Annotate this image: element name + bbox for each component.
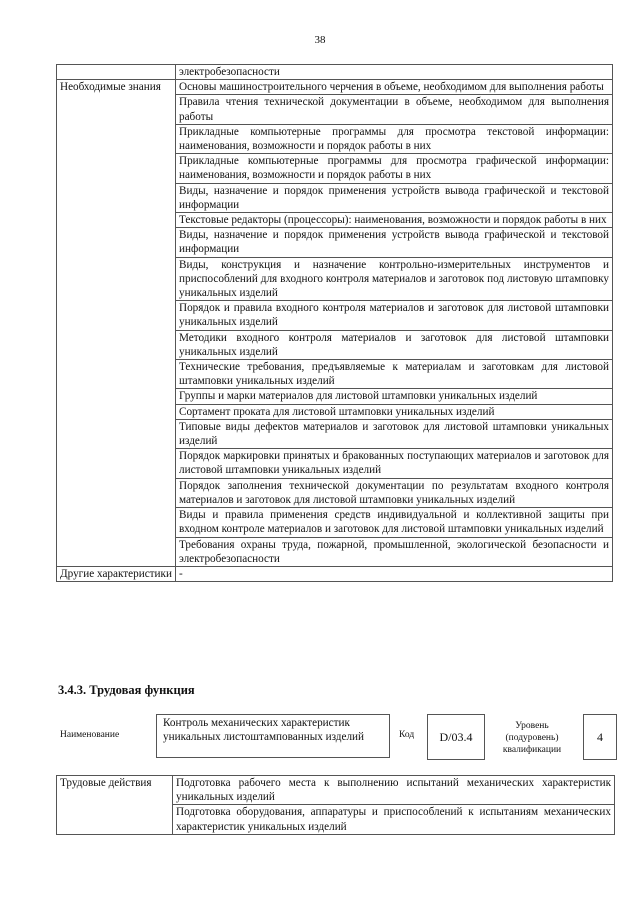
knowledge-item: Виды и правила применения средств индивидуальной и коллективной защиты при входном контроле материалов и заготовок для листовой штамповки уникальных изделий	[176, 508, 613, 537]
other-value-cell: -	[176, 566, 613, 581]
section-title: 3.4.3. Трудовая функция	[58, 683, 195, 697]
knowledge-item: Виды, назначение и порядок применения устройств вывода графической и текстовой информации	[176, 228, 613, 257]
knowledge-item: Основы машиностроительного черчения в объеме, необходимом для выполнения работы	[176, 80, 613, 95]
table-row	[57, 65, 613, 80]
other-label-cell: Другие характеристики	[57, 566, 176, 581]
knowledge-item: Требования охраны труда, пожарной, промышленной, экологической безопасности и электробезопасности	[176, 537, 613, 566]
continuation-cell: электробезопасности	[176, 65, 613, 80]
code-label: Код	[399, 730, 415, 740]
knowledge-item: Порядок и правила входного контроля материалов и заготовок для листовой штамповки уникальных изделий	[176, 301, 613, 330]
knowledge-item: Прикладные компьютерные программы для просмотра текстовой информации: наименования, возможности и порядок работы в них	[176, 124, 613, 153]
page-number: 38	[314, 34, 326, 46]
table-row	[57, 80, 613, 95]
knowledge-item: Типовые виды дефектов материалов и заготовок для листовой штамповки уникальных изделий	[176, 419, 613, 448]
knowledge-label-cell: Необходимые знания	[57, 80, 176, 567]
qualification-level-box: 4	[583, 714, 617, 760]
actions-label-cell: Трудовые действия	[57, 776, 173, 835]
labor-function-header	[56, 712, 616, 764]
knowledge-item: Методики входного контроля материалов и заготовок для листовой штамповки уникальных изделий	[176, 330, 613, 359]
table-row	[57, 566, 613, 581]
table-row	[57, 776, 615, 805]
knowledge-item: Порядок маркировки принятых и бракованных поступающих материалов и заготовок для листовой штамповки уникальных изделий	[176, 449, 613, 478]
action-item: Подготовка оборудования, аппаратуры и приспособлений к испытаниям механических характеристик уникальных изделий	[173, 805, 615, 834]
knowledge-item: Правила чтения технической документации в объеме, необходимом для выполнения работы	[176, 95, 613, 124]
labor-actions-table	[56, 775, 615, 835]
knowledge-item: Прикладные компьютерные программы для просмотра графической информации: наименования, возможности и порядок работы в них	[176, 154, 613, 183]
knowledge-item: Сортамент проката для листовой штамповки уникальных изделий	[176, 404, 613, 419]
function-name-box: Контроль механических характеристик уникальных листоштампованных изделий	[156, 714, 390, 758]
knowledge-item: Текстовые редакторы (процессоры): наименования, возможности и порядок работы в них	[176, 213, 613, 228]
knowledge-item: Технические требования, предъявляемые к материалам и заготовкам для листовой штамповки уникальных изделий	[176, 360, 613, 389]
level-label: Уровень (подуровень) квалификации	[502, 721, 562, 755]
function-code-box: D/03.4	[427, 714, 485, 760]
action-item: Подготовка рабочего места к выполнению испытаний механических характеристик уникальных изделий	[173, 776, 615, 805]
label-cell-empty	[57, 65, 176, 80]
knowledge-item: Виды, конструкция и назначение контрольно-измерительных инструментов и приспособлений для входного контроля материалов и заготовок под листовую штамповку уникальных изделий	[176, 257, 613, 301]
knowledge-item: Порядок заполнения технической документации по результатам входного контроля материалов и заготовок для листовой штамповки уникальных изделий	[176, 478, 613, 507]
knowledge-item: Виды, назначение и порядок применения устройств вывода графической и текстовой информации	[176, 183, 613, 212]
knowledge-table	[56, 64, 613, 582]
name-label: Наименование	[60, 730, 120, 740]
knowledge-item: Группы и марки материалов для листовой штамповки уникальных изделий	[176, 389, 613, 404]
